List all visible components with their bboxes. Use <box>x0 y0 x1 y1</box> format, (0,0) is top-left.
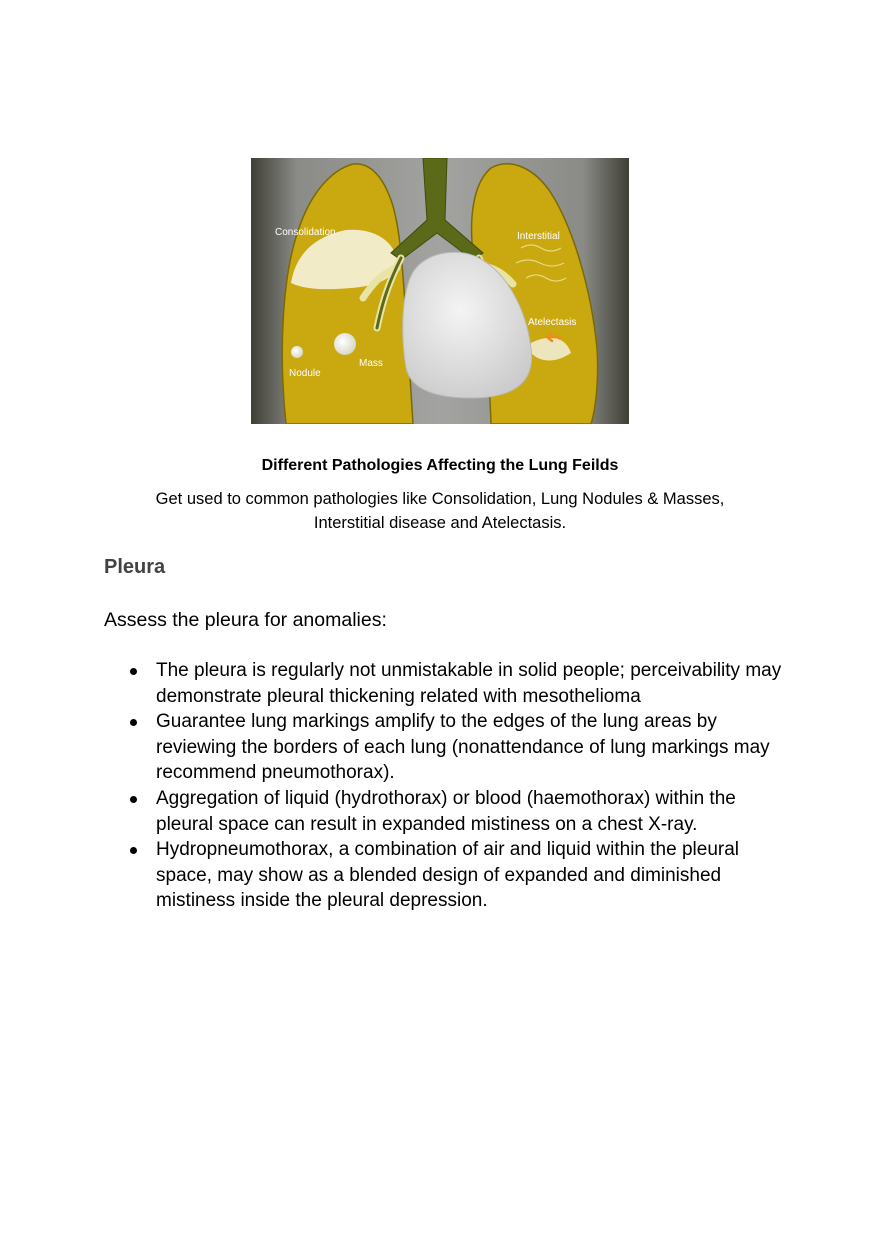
mass-marker <box>334 333 356 355</box>
consolidation-label: Consolidation <box>275 227 336 238</box>
figure-caption-title: Different Pathologies Affecting the Lung Feilds <box>261 457 619 474</box>
section-intro: Assess the pleura for anomalies: <box>104 609 387 631</box>
atelectasis-label: Atelectasis <box>528 317 577 328</box>
list-item-text: The pleura is regularly not unmistakable in solid people; perceivability may demonstrate pleural thickening related with mesothelioma <box>156 660 782 707</box>
list-item <box>104 786 784 837</box>
list-item-text: Aggregation of liquid (hydrothorax) or blood (haemothorax) within the pleural space can result in expanded mistiness on a chest X-ray. <box>156 787 736 835</box>
bullet-dot <box>130 719 137 726</box>
list-item <box>104 709 784 786</box>
lung-pathologies-illustration <box>251 158 629 424</box>
nodule-marker <box>291 346 303 358</box>
bullet-dot <box>130 847 137 854</box>
list-item-text: Hydropneumothorax, a combination of air and liquid within the pleural space, may show as a blended design of expanded and diminished mistiness inside the pleural depression. <box>156 839 740 912</box>
pleura-bullet-list <box>104 658 784 914</box>
interstitial-label: Interstitial <box>517 231 560 242</box>
list-item-text: Guarantee lung markings amplify to the edges of the lung areas by reviewing the borders of each lung (nonattendance of lung markings may recommend pneumothorax). <box>156 711 770 784</box>
section-heading-pleura: Pleura <box>104 556 166 578</box>
bullet-dot <box>130 668 137 675</box>
list-item <box>104 658 784 709</box>
figure-caption-body: Get used to common pathologies like Consolidation, Lung Nodules & Masses, Interstitial disease and Atelectasis. <box>155 490 725 532</box>
bullet-dot <box>130 796 137 803</box>
mass-label: Mass <box>359 358 383 369</box>
list-item <box>104 837 784 914</box>
nodule-label: Nodule <box>289 368 321 379</box>
